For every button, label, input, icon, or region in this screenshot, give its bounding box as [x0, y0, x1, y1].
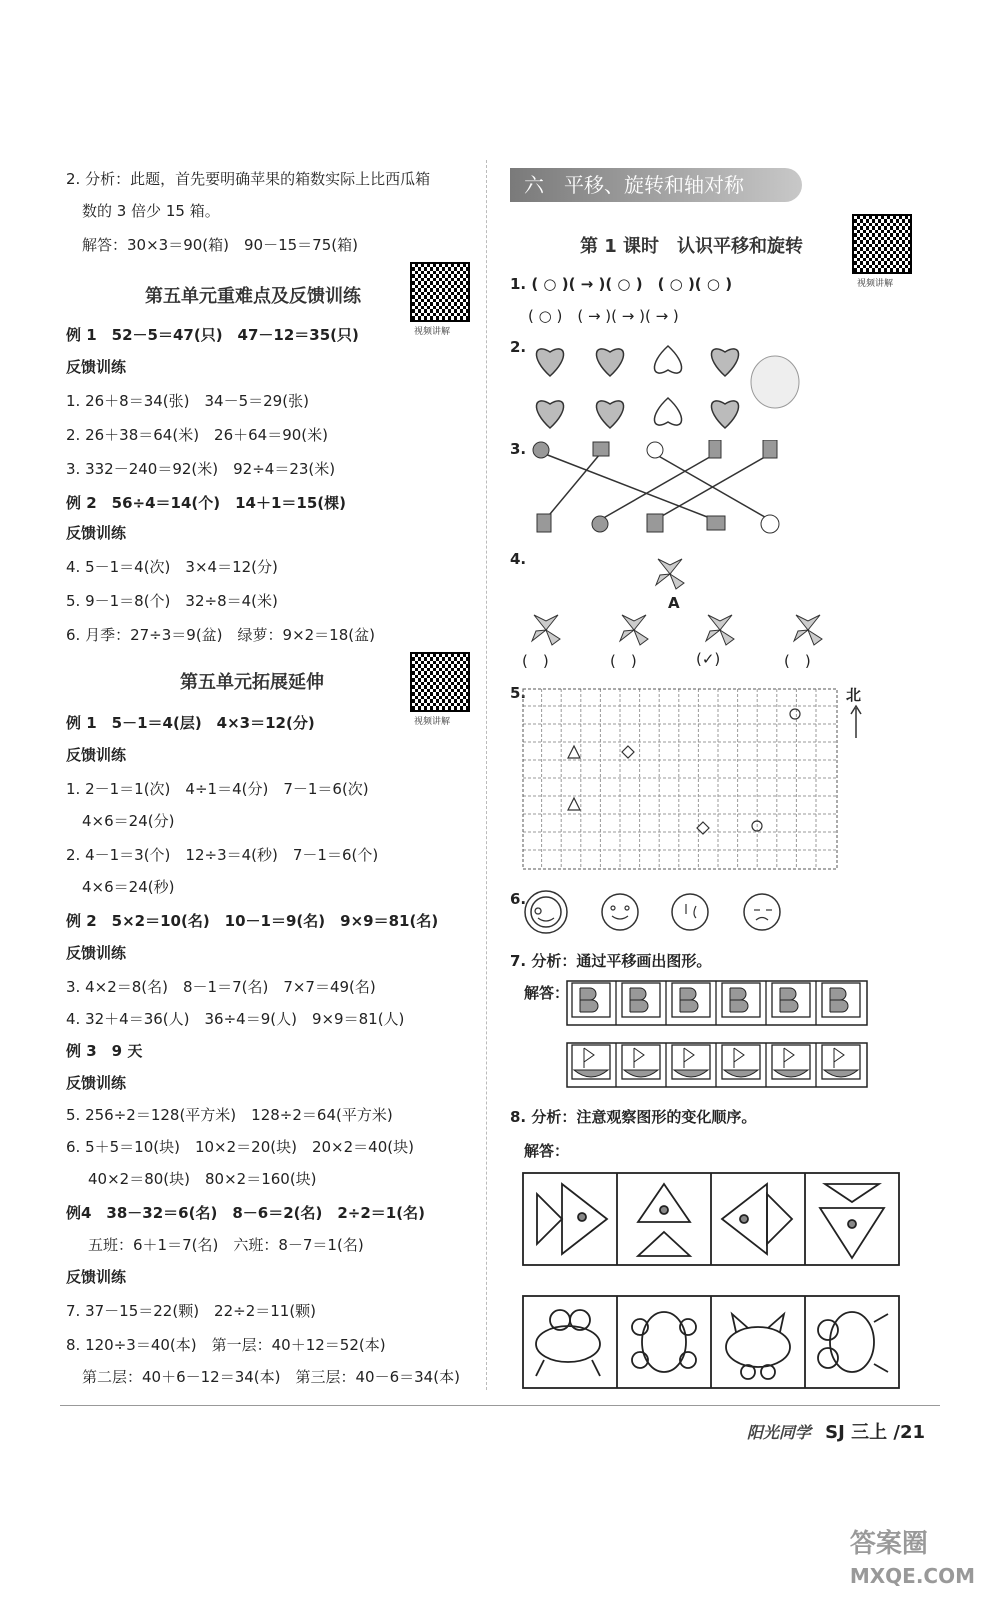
q7-translation-figure — [566, 980, 872, 1090]
analysis-line-1: 2. 分析：此题，首先要明确苹果的箱数实际上比西瓜箱 — [66, 170, 431, 188]
q7-answer-label: 解答： — [524, 984, 570, 1002]
answer-line: 1. 2－1＝1(次) 4÷1＝4(分) 7－1＝6(次) — [66, 780, 369, 798]
answer-line: 8. 120÷3＝40(本) 第一层：40＋12＝52(本) — [66, 1336, 386, 1354]
answer-line: 6. 月季：27÷3＝9(盆) 绿萝：9×2＝18(盆) — [66, 626, 375, 644]
q4-label: 4. — [510, 550, 527, 568]
lesson-title: 第 1 课时 认识平移和旋转 — [580, 236, 804, 257]
brand-logo: 阳光同学 — [746, 1423, 811, 1442]
q4-origin-label: A — [668, 594, 680, 612]
feedback-heading: 反馈训练 — [66, 1268, 127, 1286]
north-label: 北 — [846, 686, 862, 704]
q7-analysis: 7. 分析：通过平移画出图形。 — [510, 952, 712, 970]
q6-faces-figure — [522, 888, 802, 938]
q2-label: 2. — [510, 338, 527, 356]
section-title-unit5-extension: 第五单元拓展延伸 — [180, 672, 324, 693]
answer-line: 3. 4×2＝8(名) 8－1＝7(名) 7×7＝49(名) — [66, 978, 376, 996]
q5-grid-figure — [522, 688, 838, 870]
feedback-heading: 反馈训练 — [66, 524, 127, 542]
q4-answer-blank[interactable]: ( ) — [522, 652, 549, 670]
example-line: 例 2 56÷4＝14(个) 14＋1＝15(棵) — [66, 494, 347, 512]
feedback-heading: 反馈训练 — [66, 358, 127, 376]
q1-row1: 1. ( ○ )( → )( ○ ) ( ○ )( ○ ) — [510, 275, 733, 293]
q8-pattern-figure — [522, 1172, 902, 1392]
answer-line: 1. 26＋8＝34(张) 34－5＝29(张) — [66, 392, 309, 410]
answer-line: 7. 37－15＝22(颗) 22÷2＝11(颗) — [66, 1302, 317, 1320]
q4-answer-blank[interactable]: ( ) — [784, 652, 811, 670]
feedback-heading: 反馈训练 — [66, 944, 127, 962]
analysis-line-2: 数的 3 倍少 15 箱。 — [82, 202, 220, 220]
q3-label: 3. — [510, 440, 527, 458]
page-footer — [747, 1418, 925, 1444]
q2-hearts-figure — [520, 338, 820, 438]
qr-label: 视频讲解 — [414, 717, 451, 727]
answer-line: 4×6＝24(分) — [82, 812, 175, 830]
q4-answer-blank[interactable]: ( ) — [610, 652, 637, 670]
footer-rule — [60, 1405, 940, 1406]
answer-line: 5. 9－1＝8(个) 32÷8＝4(米) — [66, 592, 278, 610]
q3-matching-figure — [525, 440, 795, 540]
north-arrow-icon — [850, 704, 862, 740]
answer-line: 40×2＝80(块) 80×2＝160(块) — [88, 1170, 317, 1188]
answer-line: 第二层：40＋6－12＝34(本) 第三层：40－6＝34(本) — [82, 1368, 460, 1386]
watermark-logo: 答案圈 MXQE.COM — [849, 1529, 975, 1588]
answer-line: 3. 332－240＝92(米) 92÷4＝23(米) — [66, 460, 336, 478]
chapter-banner: 六 平移、旋转和轴对称 — [510, 168, 802, 202]
answer-line: 五班：6＋1＝7(名) 六班：8－7＝1(名) — [88, 1236, 364, 1254]
answer-line: 2. 26＋38＝64(米) 26＋64＝90(米) — [66, 426, 329, 444]
q4-option-windmill-icon — [698, 610, 742, 650]
page-number: SJ 三上 /21 — [825, 1422, 925, 1443]
example-line: 例 2 5×2＝10(名) 10－1＝9(名) 9×9＝81(名) — [66, 912, 439, 930]
q4-option-windmill-icon — [612, 610, 656, 650]
q4-windmill-icon — [650, 555, 690, 593]
q1-row2: ( ○ ) ( → )( → )( → ) — [528, 307, 679, 325]
answer-line: 2. 4－1＝3(个) 12÷3＝4(秒) 7－1＝6(个) — [66, 846, 379, 864]
answer-line: 4×6＝24(秒) — [82, 878, 175, 896]
example-line: 例 1 52－5＝47(只) 47－12＝35(只) — [66, 326, 359, 344]
q4-option-windmill-icon — [786, 610, 830, 650]
example-line: 例4 38－32＝6(名) 8－6＝2(名) 2÷2＝1(名) — [66, 1204, 425, 1222]
qr-label: 视频讲解 — [414, 327, 451, 337]
qr-code-icon[interactable] — [410, 652, 470, 712]
q4-answer-blank[interactable]: (✓) — [696, 650, 721, 668]
column-divider — [486, 160, 487, 1390]
q5-label: 5. — [510, 684, 527, 702]
answer-line: 5. 256÷2＝128(平方米) 128÷2＝64(平方米) — [66, 1106, 393, 1124]
qr-label: 视频讲解 — [857, 279, 894, 289]
qr-code-icon[interactable] — [410, 262, 470, 322]
q8-answer-label: 解答： — [524, 1142, 570, 1160]
section-title-unit5-feedback: 第五单元重难点及反馈训练 — [145, 286, 361, 307]
answer-line: 解答：30×3＝90(箱) 90－15＝75(箱) — [82, 236, 358, 254]
answer-line: 4. 32＋4＝36(人) 36÷4＝9(人) 9×9＝81(人) — [66, 1010, 405, 1028]
example-line: 例 3 9 天 — [66, 1042, 143, 1060]
feedback-heading: 反馈训练 — [66, 746, 127, 764]
answer-line: 4. 5－1＝4(次) 3×4＝12(分) — [66, 558, 278, 576]
qr-code-icon[interactable] — [852, 214, 912, 274]
example-line: 例 1 5－1＝4(层) 4×3＝12(分) — [66, 714, 315, 732]
feedback-heading: 反馈训练 — [66, 1074, 127, 1092]
q8-analysis: 8. 分析：注意观察图形的变化顺序。 — [510, 1108, 757, 1126]
q6-label: 6. — [510, 890, 527, 908]
answer-line: 6. 5＋5＝10(块) 10×2＝20(块) 20×2＝40(块) — [66, 1138, 414, 1156]
q4-option-windmill-icon — [524, 610, 568, 650]
